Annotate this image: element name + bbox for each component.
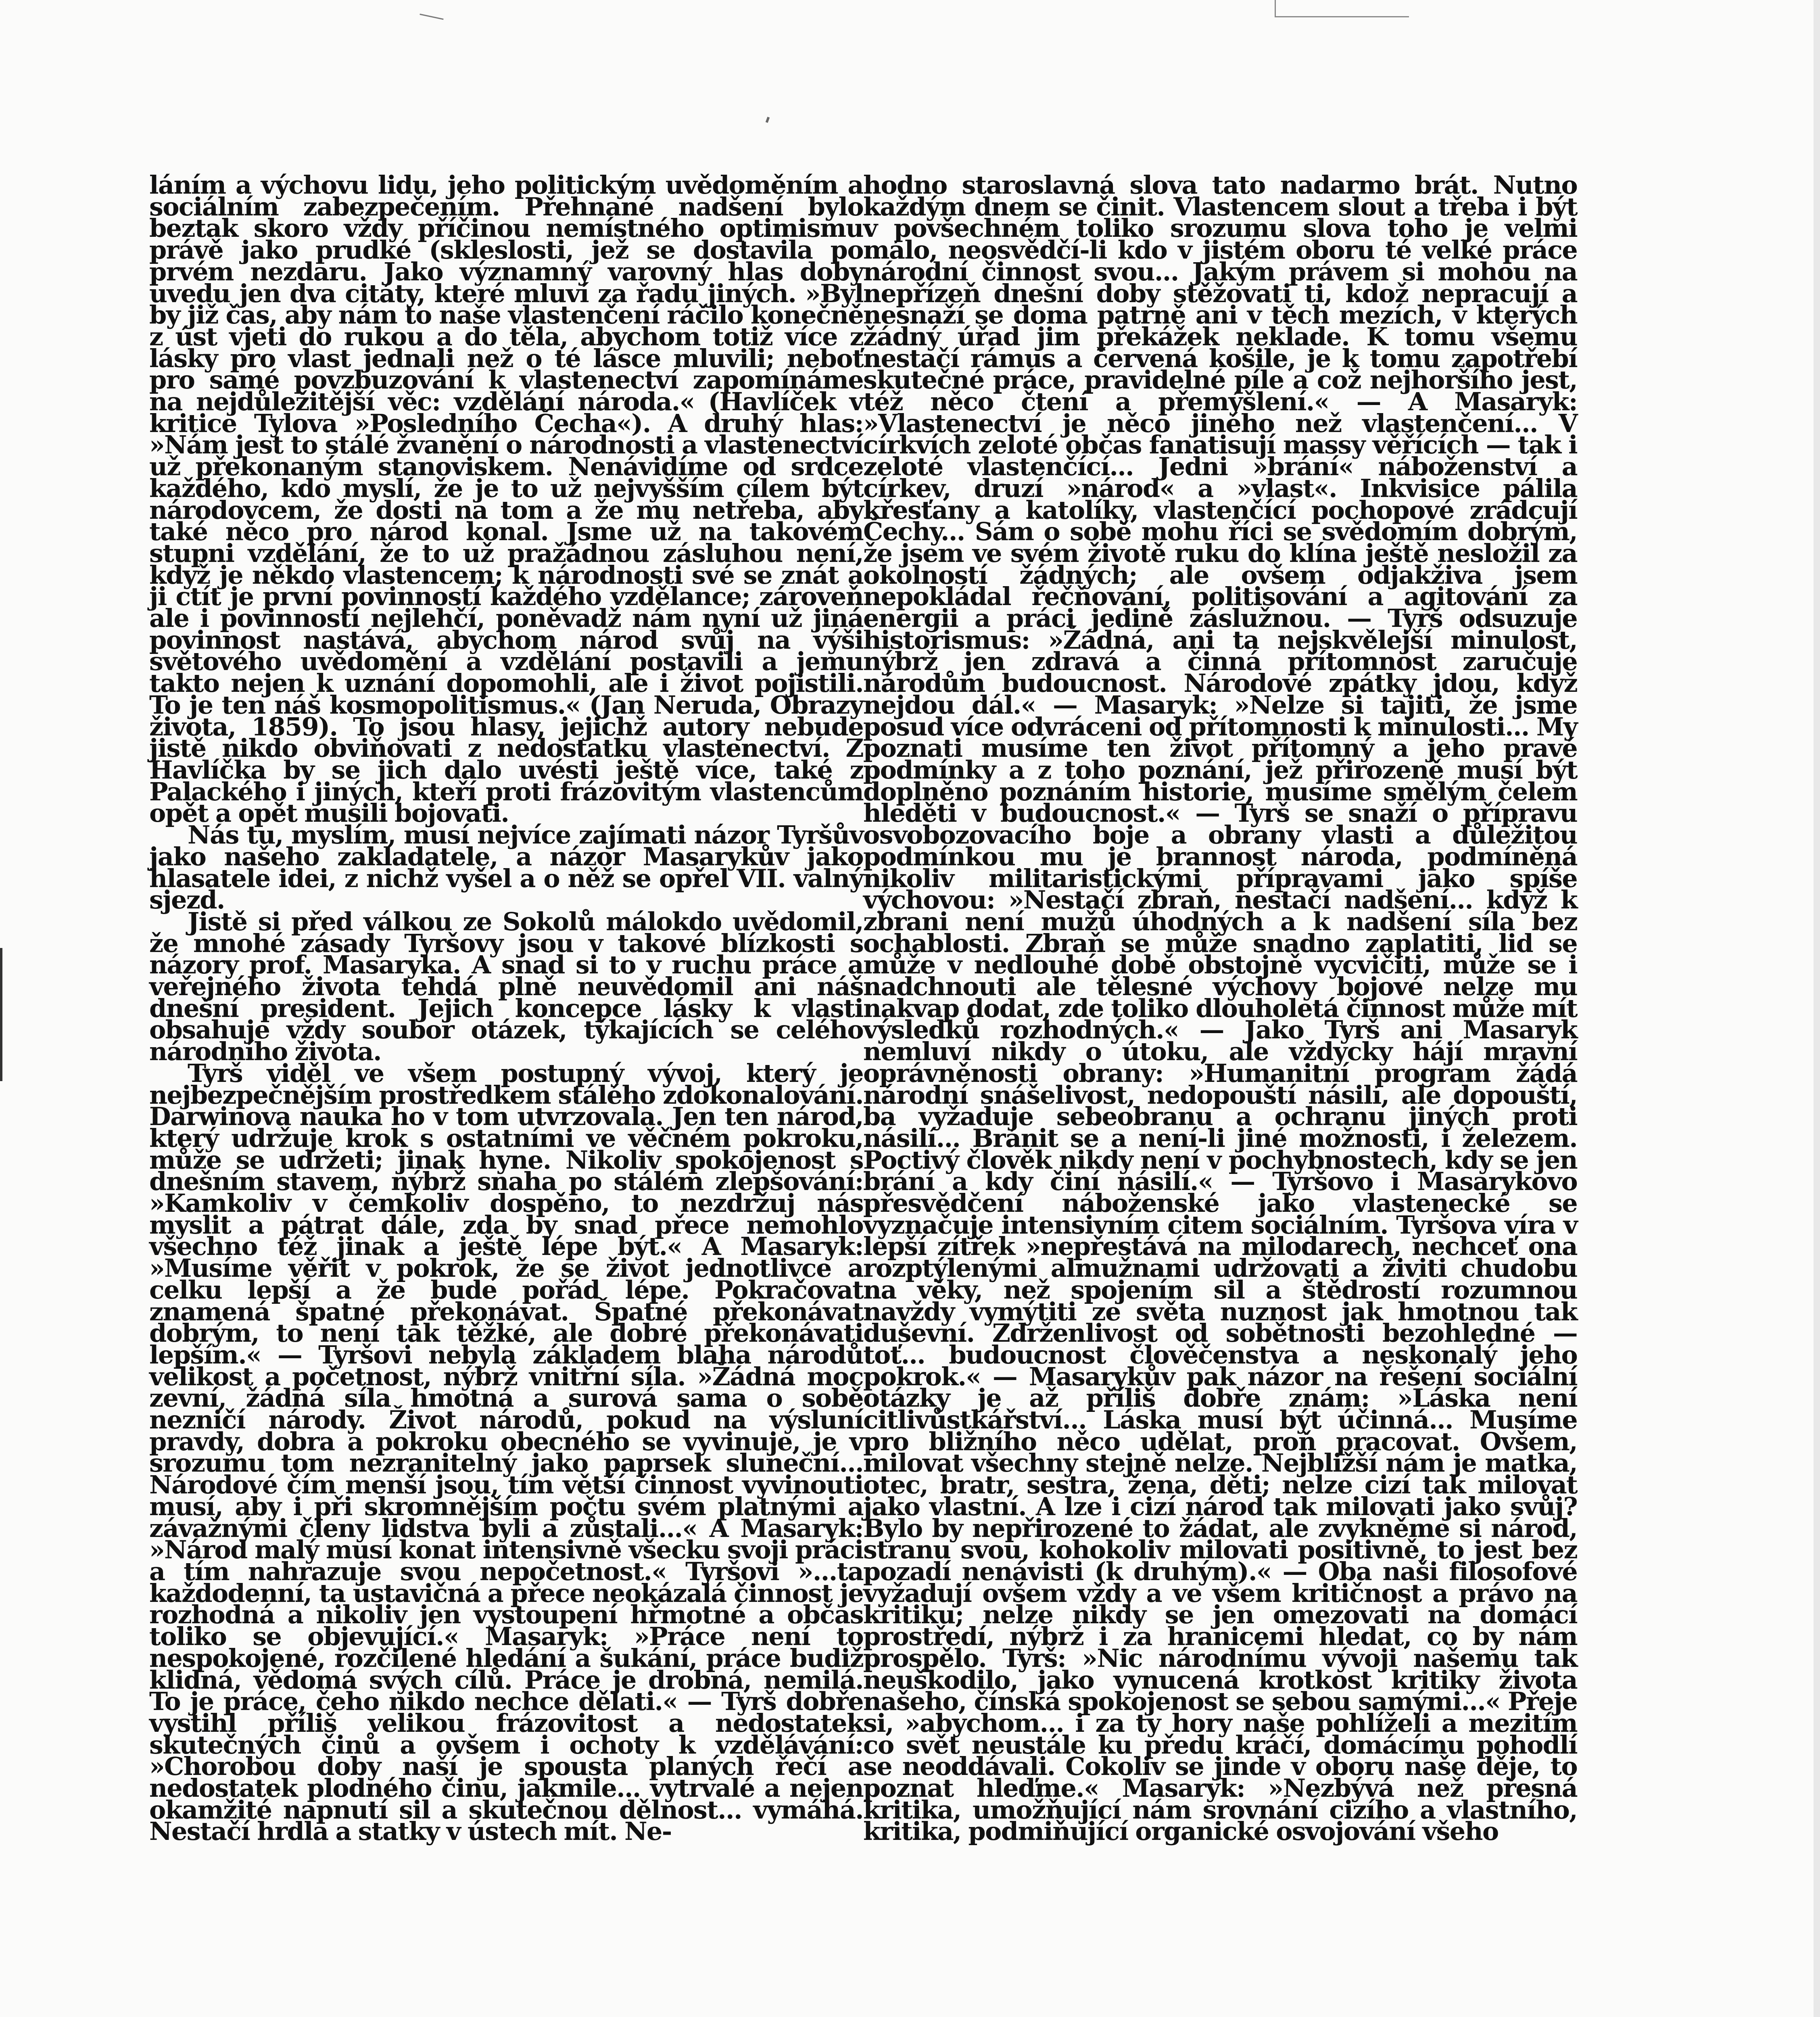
scan-artifact [766, 117, 770, 123]
scan-artifact [1275, 0, 1409, 17]
paragraph: Nás tu, myslím, musí nejvíce zajímati názor Tyršův jako našeho zakladatele, a názor Masarykův jako hlasatele idei, z nichž vyšel a o něž se opřel VII. valný sjezd. [149, 820, 863, 915]
scan-artifact [0, 948, 2, 1081]
text-column-left [149, 170, 863, 1846]
paragraph: hodno staroslavná slova tato nadarmo brát. Nutno každým dnem se činit. Vlastencem slout a třeba i být v povšechném toliko srozumu slova toho je velmi málo, neosvědčí-li kdo v jistém oboru té velké práce národní činnost svou... Jakým právem si mohou na nepřízeň dnešní doby stěžovati ti, kdož nepracují a nesnaží se doma patrně ani v těch mezích, v kterých žádný úřad jim překážek neklade. K tomu všemu nestačí rámus a červená košile, je k tomu zapotřebí skutečné práce, pravidelné píle a což nejhoršího jest, též něco čtení a přemýšlení.« — A Masaryk: »Vlastenectví je něco jiného než vlastenčení... V církvích zeloté občas fanatisují massy věřících — tak i zeloté vlastenčící... Jedni »brání« náboženství a církev, druzí »národ« a »vlast«. Inkvisice pálila křesťany a katolíky, vlastenčící pochopové zrádcují Čechy... Sám o sobě mohu říci se svědomím dobrým, že jsem ve svém životě ruku do klína ještě nesložil za okolností žádných; ale ovšem odjakživa jsem nepokládal řečňování, politisování a agitování za energii a práci jedině záslužnou. — Tyrš odsuzuje historismus: »Žádná, ani ta nejskvělejší minulost, nýbrž jen zdravá a činná přítomnost zaručuje národům budoucnost. Národové zpátky jdou, když nejdou dál.« — Masaryk: »Nelze si tajiti, že jsme posud více odvráceni od přítomnosti k minulosti... My poznati musíme ten život přítomný a jeho pravé podmínky a z toho poznání, jež přirozeně musí být doplněno poznáním historie, musíme smělým čelem hleděti v budoucnost.« — Tyrš se snaží o přípravu osvobozovacího boje a obrany vlasti a důležitou podmínkou mu je brannost národa, podmíněná nikoliv militaristickými přípravami jako spíše výchovou: »Nestačí zbraň, nestačí nadšení... když k zbrani není mužů úhodných a k nadšení síla bez ochablosti. Zbraň se může snadno zaplatiti, lid se může v nedlouhé době obstojně vycvičiti, může se i nadchnouti ale tělesné výchovy bojové nelze mu nakvap dodat, zde toliko dlouholetá činnost může mít výsledků rozhodných.« — Jako Tyrš ani Masaryk nemluví nikdy o útoku, ale vždycky hájí mravní oprávněnosti obrany: »Humanitní program žádá národní snášelivost, nedopouští násilí, ale dopouští, ba vyžaduje sebeobranu a ochranu jiných proti násilí... Bránit se a není-li jiné možnosti, i železem. Poctivý člověk nikdy není v pochybnostech, kdy se jen brání a kdy činí násilí.« — Tyršovo i Masarykovo přesvědčení náboženské jako vlastenecké se vyznačuje intensivním citem sociálním. Tyršova víra v lepší zítřek »nepřestává na milodarech, nechceť ona rozptýlenými almužnami udržovati a živiti chudobu na věky, než spojením sil a štědrostí rozumnou navždy vymýtiti ze světa nuznost jak hmotnou tak duševní. Zdrženlivost od sobětnosti bezohledné — toť... budoucnost člověčenstva a neskonalý jeho pokrok.« — Masarykův pak názor na řešení sociální otázky je až příliš dobře znám: »Láska není citlivůstkářství... Láska musí být účinná... Musíme pro bližního něco udělat, proň pracovat. Ovšem, milovat všechny stejně nelze. Nejbližší nám je matka, otec, bratr, sestra, žena, děti; nelze cizí tak milovat jako vlastní. A lze i cizí národ tak milovati jako svůj? Bylo by nepřirozené to žádat, ale zvykněme si národ, stranu svou, kohokoliv milovati positivně, to jest bez pozadí nenávisti (k druhým).« — Oba naši filosofové vyžadují ovšem vždy a ve všem kritičnost a právo na kritiku; nelze nikdy se jen omezovati na domácí prostředí, nýbrž i za hranicemi hledat, co by nám prospělo. Tyrš: »Nic národnímu vývoji našemu tak neuškodilo, jako vynucená krotkost kritiky života našeho, čínská spokojenost se sebou samými...« Přeje si, »abychom... i za ty hory naše pohlíželi a mezitím co svět neustále ku předu kráčí, domácímu pohodlí se neoddávali. Cokoliv se jinde v oboru naše děje, to poznat hleďme.« Masaryk: »Nezbývá než přesná kritika, umožňující nám srovnání cizího a vlastního, kritika, podmiňující organické osvojování všeho [863, 170, 1577, 1846]
paragraph: Jistě si před válkou ze Sokolů málokdo uvědomil, že mnohé zásady Tyršovy jsou v takové blízkosti s názory prof. Masaryka. A snad si to v ruchu práce a veřejného života tehdá plně neuvědomil ani náš dnešní president. Jejich koncepce lásky k vlasti obsahuje vždy soubor otázek, týkajících se celého národního života. [149, 906, 863, 1067]
scan-edge [1814, 0, 1820, 2017]
paragraph: Tyrš viděl ve všem postupný vývoj, který je nejbezpečnějším prostředkem stálého zdokonalování. Darwinova nauka ho v tom utvrzovala. Jen ten národ, který udržuje krok s ostatními ve věčném pokroku, může se udržeti; jinak hyne. Nikoliv spokojenost s dnešním stavem, nýbrž snaha po stálém zlepšování: »Kamkoliv v čemkoliv dospěno, to nezdržuj nás myslit a pátrat dále, zda by snad přece nemohlo všechno též jinak a ještě lépe být.« A Masaryk: »Musíme věřit v pokrok, že se život jednotlivce a celku lepší a že bude pořád lépe. Pokračovat znamená špatné překonávat. Špatné překonávat dobrým, to není tak těžké, ale dobré překonávati lepším.« — Tyršovi nebyla základem blaha národů velikost a početnost, nýbrž vnitřní síla. »Žádná moc zevní, žádná síla hmotná a surová sama o sobě nezničí národy. Život národů, pokud na výsluní pravdy, dobra a pokroku obecného se vyvinuje, je v srozumu tom nezranitelný jako paprsek sluneční... Národové čím menší jsou, tím větší činnost vyvinouti musí, aby i při skromnějším počtu svém platnými a závažnými členy lidstva byli a zůstali...« A Masaryk: »Národ malý musí konat intensivně všecku svoji práci a tím nahrazuje svou nepočetnost.« Tyršovi »...ta každodenní, ta ustavičná a přece neokázalá činnost je rozhodná a nikoliv jen vystoupení hřmotné a občas toliko se objevující.« Masaryk: »Práce není to nespokojené, rozčilené hledání a šukání, práce budiž klidná, vědomá svých cílů. Práce je drobná, nemilá. To je práce, čeho nikdo nechce dělati.« — Tyrš dobře vystihl příliš velikou frázovitost a nedostatek skutečných činů a ovšem i ochoty k vzdělávání: »Chorobou doby naší je spousta planých řečí a nedostatek plodného činu, jakmile... vytrvalé a nejen okamžité napnutí sil a skutečnou dělnost... vymáhá. Nestačí hrdla a statky v ústech mít. Ne- [149, 1058, 863, 1846]
text-column-right [863, 170, 1577, 1846]
scan-artifact [420, 14, 443, 20]
paragraph: láním a výchovu lidu, jeho politickým uvědoměním a sociálním zabezpečením. Přehnané nadšení bylo beztak skoro vždy příčinou nemístného optimismu právě jako prudké (skleslosti, jež se dostavila po prvém nezdaru. Jako významný varovný hlas doby uvedu jen dva citáty, které mluví za řadu jiných. »Byl by již čas, aby nám to naše vlastenčení ráčilo konečně z úst vjeti do rukou a do těla, abychom totiž více z lásky pro vlast jednali než o té lásce mluvili; neboť pro samé povzbuzování k vlastenectví zapomínáme na nejdůležitější věc: vzdělání národa.« (Havlíček v kritice Tylova »Posledního Čecha«). A druhý hlas: »Nám jest to stálé žvanění o národnosti a vlastenectví už překonaným stanoviskem. Nenávidíme od srdce každého, kdo myslí, že je to už nejvyšším cílem být národovcem, že dosti na tom a že mu netřeba, aby také něco pro národ konal. Jsme už na takovém stupni vzdělání, že to už pražádnou zásluhou není, když je někdo vlastencem; k národnosti své se znát a ji ctít je první povinností každého vzdělance; zároveň ale i povinností nejlehčí, poněvadž nám nyní už jiná povinnost nastává, abychom národ svůj na výši světového uvědomění a vzdělání postavili a jemu takto nejen k uznání dopomohli, ale i život pojistili. To je ten náš kosmopolitismus.« (Jan Neruda, Obrazy života, 1859). To jsou hlasy, jejichž autory nebude jistě nikdo obviňovati z nedostatku vlastenectví. Z Havlíčka by se jich dalo uvésti ještě více, také z Palackého i jiných, kteří proti frázovitým vlastencům opět a opět musili bojovati. [149, 170, 863, 828]
